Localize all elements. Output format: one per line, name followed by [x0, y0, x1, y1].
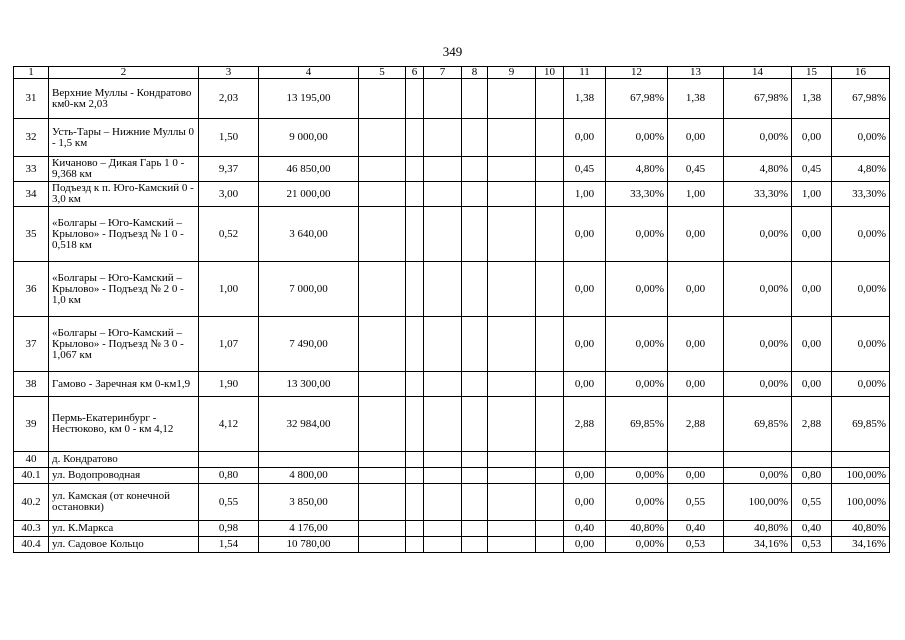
empty-cell	[406, 207, 424, 262]
road-name: ул. Камская (от конечной остановки)	[49, 484, 199, 521]
col15-cell: 0,00	[792, 207, 832, 262]
empty-cell	[536, 119, 564, 157]
length-cell: 9,37	[199, 157, 259, 182]
cost-cell: 3 640,00	[259, 207, 359, 262]
col15-cell: 0,00	[792, 262, 832, 317]
empty-cell	[424, 521, 462, 537]
col14-cell: 67,98%	[724, 79, 792, 119]
col16-cell: 0,00%	[832, 262, 890, 317]
empty-cell	[462, 207, 488, 262]
col11-cell: 0,00	[564, 317, 606, 372]
data-table	[13, 66, 890, 553]
col15-cell: 0,80	[792, 468, 832, 484]
empty-cell	[536, 207, 564, 262]
col14-cell: 69,85%	[724, 397, 792, 452]
empty-cell	[462, 468, 488, 484]
column-header: 16	[832, 67, 890, 79]
empty-cell	[359, 397, 406, 452]
empty-cell	[462, 372, 488, 397]
column-header: 11	[564, 67, 606, 79]
col12-cell: 33,30%	[606, 182, 668, 207]
col12-cell: 0,00%	[606, 262, 668, 317]
length-cell: 0,52	[199, 207, 259, 262]
empty-cell	[406, 119, 424, 157]
row-number: 38	[14, 372, 49, 397]
column-header: 10	[536, 67, 564, 79]
column-header: 3	[199, 67, 259, 79]
empty-cell	[406, 317, 424, 372]
column-header: 6	[406, 67, 424, 79]
length-cell: 1,00	[199, 262, 259, 317]
empty-cell	[406, 157, 424, 182]
col11-cell: 1,38	[564, 79, 606, 119]
row-number: 36	[14, 262, 49, 317]
empty-cell	[424, 317, 462, 372]
col11-cell: 0,00	[564, 484, 606, 521]
row-number: 40.1	[14, 468, 49, 484]
row-number: 31	[14, 79, 49, 119]
col14-cell: 4,80%	[724, 157, 792, 182]
empty-cell	[536, 79, 564, 119]
empty-cell	[424, 452, 462, 468]
empty-cell	[462, 397, 488, 452]
col11-cell: 0,00	[564, 262, 606, 317]
empty-cell	[488, 484, 536, 521]
empty-cell	[406, 79, 424, 119]
empty-cell	[424, 397, 462, 452]
empty-cell	[359, 537, 406, 553]
cost-cell: 4 800,00	[259, 468, 359, 484]
column-header: 7	[424, 67, 462, 79]
road-name: Кичаново – Дикая Гарь 1 0 - 9,368 км	[49, 157, 199, 182]
table-row	[14, 182, 890, 207]
table-row	[14, 317, 890, 372]
empty-cell	[536, 317, 564, 372]
col13-cell: 0,00	[668, 317, 724, 372]
road-name: Пермь-Екатеринбург - Нестюково, км 0 - км 4,12	[49, 397, 199, 452]
table-row	[14, 397, 890, 452]
table-row	[14, 468, 890, 484]
col14-cell: 100,00%	[724, 484, 792, 521]
col15-cell	[792, 452, 832, 468]
col16-cell: 0,00%	[832, 317, 890, 372]
empty-cell	[359, 468, 406, 484]
cost-cell	[259, 452, 359, 468]
empty-cell	[424, 262, 462, 317]
col14-cell: 33,30%	[724, 182, 792, 207]
road-name: ул. Водопроводная	[49, 468, 199, 484]
cost-cell: 32 984,00	[259, 397, 359, 452]
col15-cell: 0,45	[792, 157, 832, 182]
empty-cell	[424, 79, 462, 119]
col14-cell: 40,80%	[724, 521, 792, 537]
column-header: 5	[359, 67, 406, 79]
empty-cell	[488, 397, 536, 452]
col15-cell: 0,00	[792, 317, 832, 372]
cost-cell: 21 000,00	[259, 182, 359, 207]
row-number: 40.4	[14, 537, 49, 553]
road-name: «Болгары – Юго-Камский – Крылово» - Подъезд № 2 0 - 1,0 км	[49, 262, 199, 317]
cost-cell: 13 195,00	[259, 79, 359, 119]
col16-cell: 0,00%	[832, 207, 890, 262]
empty-cell	[359, 484, 406, 521]
length-cell: 0,55	[199, 484, 259, 521]
cost-cell: 9 000,00	[259, 119, 359, 157]
empty-cell	[536, 452, 564, 468]
empty-cell	[462, 79, 488, 119]
table-row	[14, 119, 890, 157]
row-number: 35	[14, 207, 49, 262]
empty-cell	[488, 521, 536, 537]
empty-cell	[488, 182, 536, 207]
road-name: ул. К.Маркса	[49, 521, 199, 537]
col16-cell: 33,30%	[832, 182, 890, 207]
col12-cell	[606, 452, 668, 468]
col15-cell: 0,00	[792, 372, 832, 397]
row-number: 40	[14, 452, 49, 468]
col12-cell: 0,00%	[606, 372, 668, 397]
empty-cell	[488, 119, 536, 157]
empty-cell	[536, 468, 564, 484]
col16-cell: 67,98%	[832, 79, 890, 119]
col11-cell: 0,00	[564, 372, 606, 397]
empty-cell	[424, 468, 462, 484]
table-row	[14, 372, 890, 397]
road-name: д. Кондратово	[49, 452, 199, 468]
col16-cell: 100,00%	[832, 468, 890, 484]
column-header: 9	[488, 67, 536, 79]
length-cell: 1,50	[199, 119, 259, 157]
empty-cell	[462, 119, 488, 157]
col14-cell: 0,00%	[724, 317, 792, 372]
empty-cell	[406, 537, 424, 553]
col15-cell: 1,38	[792, 79, 832, 119]
row-number: 40.3	[14, 521, 49, 537]
col12-cell: 0,00%	[606, 207, 668, 262]
empty-cell	[406, 182, 424, 207]
col12-cell: 0,00%	[606, 537, 668, 553]
col14-cell: 0,00%	[724, 262, 792, 317]
cost-cell: 7 000,00	[259, 262, 359, 317]
col14-cell	[724, 452, 792, 468]
col13-cell: 0,00	[668, 262, 724, 317]
col13-cell: 0,00	[668, 468, 724, 484]
row-number: 32	[14, 119, 49, 157]
empty-cell	[359, 207, 406, 262]
empty-cell	[359, 521, 406, 537]
row-number: 39	[14, 397, 49, 452]
column-header: 2	[49, 67, 199, 79]
empty-cell	[424, 484, 462, 521]
empty-cell	[359, 157, 406, 182]
table-header	[14, 67, 890, 79]
empty-cell	[536, 484, 564, 521]
col15-cell: 0,55	[792, 484, 832, 521]
col15-cell: 1,00	[792, 182, 832, 207]
empty-cell	[359, 79, 406, 119]
col16-cell: 40,80%	[832, 521, 890, 537]
col12-cell: 40,80%	[606, 521, 668, 537]
length-cell: 4,12	[199, 397, 259, 452]
col12-cell: 69,85%	[606, 397, 668, 452]
col16-cell	[832, 452, 890, 468]
col16-cell: 69,85%	[832, 397, 890, 452]
empty-cell	[359, 372, 406, 397]
table-row	[14, 157, 890, 182]
length-cell: 0,98	[199, 521, 259, 537]
col11-cell: 0,45	[564, 157, 606, 182]
cost-cell: 13 300,00	[259, 372, 359, 397]
col15-cell: 0,00	[792, 119, 832, 157]
road-name: ул. Садовое Кольцо	[49, 537, 199, 553]
col12-cell: 0,00%	[606, 484, 668, 521]
col16-cell: 0,00%	[832, 372, 890, 397]
column-header: 1	[14, 67, 49, 79]
table-row	[14, 79, 890, 119]
empty-cell	[488, 262, 536, 317]
col13-cell: 0,40	[668, 521, 724, 537]
length-cell: 1,54	[199, 537, 259, 553]
road-name: Усть-Тары – Нижние Муллы 0 - 1,5 км	[49, 119, 199, 157]
table-body	[14, 79, 890, 553]
empty-cell	[462, 317, 488, 372]
row-number: 37	[14, 317, 49, 372]
empty-cell	[536, 397, 564, 452]
empty-cell	[424, 182, 462, 207]
empty-cell	[359, 182, 406, 207]
col15-cell: 0,53	[792, 537, 832, 553]
empty-cell	[406, 468, 424, 484]
col13-cell: 0,55	[668, 484, 724, 521]
col13-cell: 1,38	[668, 79, 724, 119]
road-name: Верхние Муллы - Кондратово км0-км 2,03	[49, 79, 199, 119]
empty-cell	[424, 537, 462, 553]
col11-cell: 0,00	[564, 468, 606, 484]
col13-cell	[668, 452, 724, 468]
length-cell: 2,03	[199, 79, 259, 119]
col11-cell: 0,00	[564, 207, 606, 262]
cost-cell: 3 850,00	[259, 484, 359, 521]
col16-cell: 0,00%	[832, 119, 890, 157]
empty-cell	[359, 262, 406, 317]
empty-cell	[462, 484, 488, 521]
cost-cell: 4 176,00	[259, 521, 359, 537]
empty-cell	[488, 207, 536, 262]
col16-cell: 4,80%	[832, 157, 890, 182]
empty-cell	[488, 79, 536, 119]
empty-cell	[488, 537, 536, 553]
length-cell: 3,00	[199, 182, 259, 207]
empty-cell	[536, 521, 564, 537]
empty-cell	[536, 537, 564, 553]
column-header: 14	[724, 67, 792, 79]
col14-cell: 34,16%	[724, 537, 792, 553]
column-header: 8	[462, 67, 488, 79]
table-row	[14, 484, 890, 521]
length-cell: 1,07	[199, 317, 259, 372]
empty-cell	[462, 262, 488, 317]
road-name: «Болгары – Юго-Камский – Крылово» - Подъезд № 3 0 - 1,067 км	[49, 317, 199, 372]
col12-cell: 0,00%	[606, 119, 668, 157]
road-name: Гамово - Заречная км 0-км1,9	[49, 372, 199, 397]
col13-cell: 0,45	[668, 157, 724, 182]
col12-cell: 67,98%	[606, 79, 668, 119]
col13-cell: 2,88	[668, 397, 724, 452]
empty-cell	[406, 397, 424, 452]
col11-cell: 1,00	[564, 182, 606, 207]
empty-cell	[488, 452, 536, 468]
col11-cell: 0,00	[564, 537, 606, 553]
col16-cell: 100,00%	[832, 484, 890, 521]
col11-cell: 0,00	[564, 119, 606, 157]
table-row	[14, 521, 890, 537]
col13-cell: 0,00	[668, 372, 724, 397]
column-header: 15	[792, 67, 832, 79]
empty-cell	[406, 484, 424, 521]
col16-cell: 34,16%	[832, 537, 890, 553]
empty-cell	[488, 157, 536, 182]
road-name: «Болгары – Юго-Камский – Крылово» - Подъезд № 1 0 - 0,518 км	[49, 207, 199, 262]
col11-cell: 2,88	[564, 397, 606, 452]
length-cell: 0,80	[199, 468, 259, 484]
empty-cell	[536, 157, 564, 182]
column-header: 13	[668, 67, 724, 79]
col15-cell: 0,40	[792, 521, 832, 537]
empty-cell	[424, 207, 462, 262]
empty-cell	[488, 317, 536, 372]
empty-cell	[424, 119, 462, 157]
col13-cell: 0,00	[668, 119, 724, 157]
row-number: 33	[14, 157, 49, 182]
empty-cell	[462, 521, 488, 537]
empty-cell	[406, 262, 424, 317]
empty-cell	[488, 372, 536, 397]
road-name: Подъезд к п. Юго-Камский 0 - 3,0 км	[49, 182, 199, 207]
length-cell	[199, 452, 259, 468]
table-row	[14, 262, 890, 317]
empty-cell	[406, 452, 424, 468]
empty-cell	[406, 372, 424, 397]
empty-cell	[359, 452, 406, 468]
col13-cell: 0,00	[668, 207, 724, 262]
column-header: 12	[606, 67, 668, 79]
page-number: 349	[442, 44, 463, 59]
col12-cell: 4,80%	[606, 157, 668, 182]
col11-cell	[564, 452, 606, 468]
empty-cell	[462, 182, 488, 207]
empty-cell	[424, 372, 462, 397]
col11-cell: 0,40	[564, 521, 606, 537]
table-row	[14, 537, 890, 553]
empty-cell	[406, 521, 424, 537]
empty-cell	[424, 157, 462, 182]
col14-cell: 0,00%	[724, 207, 792, 262]
row-number: 34	[14, 182, 49, 207]
empty-cell	[536, 262, 564, 317]
empty-cell	[462, 452, 488, 468]
empty-cell	[536, 182, 564, 207]
col12-cell: 0,00%	[606, 317, 668, 372]
col14-cell: 0,00%	[724, 468, 792, 484]
empty-cell	[488, 468, 536, 484]
empty-cell	[462, 537, 488, 553]
col13-cell: 1,00	[668, 182, 724, 207]
column-header: 4	[259, 67, 359, 79]
row-number: 40.2	[14, 484, 49, 521]
table-row	[14, 452, 890, 468]
empty-cell	[359, 317, 406, 372]
empty-cell	[536, 372, 564, 397]
col13-cell: 0,53	[668, 537, 724, 553]
col15-cell: 2,88	[792, 397, 832, 452]
length-cell: 1,90	[199, 372, 259, 397]
empty-cell	[462, 157, 488, 182]
col12-cell: 0,00%	[606, 468, 668, 484]
table-row	[14, 207, 890, 262]
col14-cell: 0,00%	[724, 119, 792, 157]
col14-cell: 0,00%	[724, 372, 792, 397]
cost-cell: 7 490,00	[259, 317, 359, 372]
cost-cell: 46 850,00	[259, 157, 359, 182]
cost-cell: 10 780,00	[259, 537, 359, 553]
empty-cell	[359, 119, 406, 157]
